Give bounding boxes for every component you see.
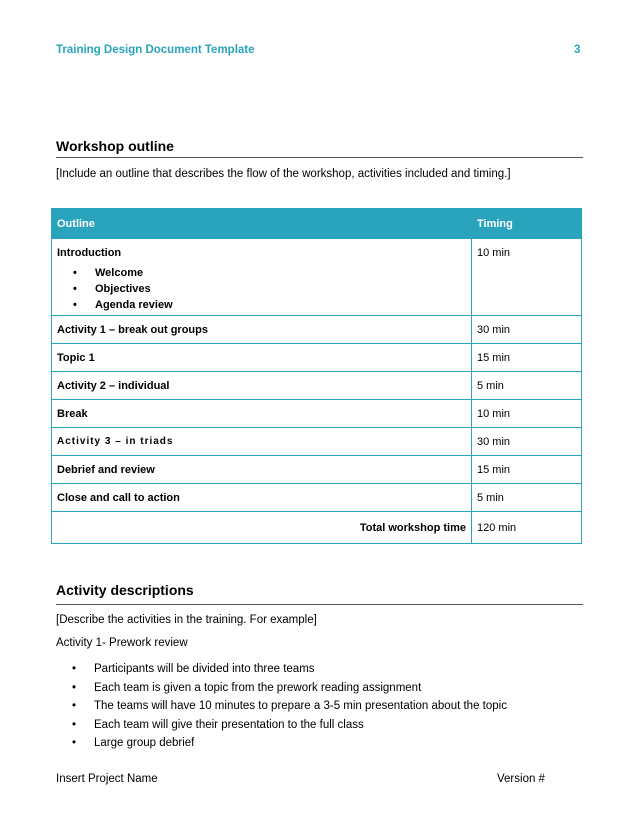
- activity-bullets: [56, 660, 507, 753]
- outline-cell: Close and call to action: [52, 484, 472, 512]
- header-title: Training Design Document Template: [56, 44, 255, 56]
- list-item: • Welcome: [95, 265, 466, 281]
- table-row: [52, 372, 582, 400]
- workshop-instruction: [Include an outline that describes the flow of the workshop, activities included and timing.]: [56, 168, 511, 180]
- outline-cell: Activity 2 – individual: [52, 372, 472, 400]
- total-timing: 120 min: [472, 512, 582, 544]
- activity-title: Activity 1- Prework review: [56, 637, 188, 649]
- footer-version: Version #: [497, 773, 545, 785]
- timing-cell: 10 min: [472, 400, 582, 428]
- timing-cell: 15 min: [472, 456, 582, 484]
- outline-cell: Activity 3 – in triads: [52, 428, 472, 456]
- timing-cell: 30 min: [472, 316, 582, 344]
- table-row: [52, 484, 582, 512]
- timing-column-header: Timing: [472, 209, 582, 239]
- outline-cell: Debrief and review: [52, 456, 472, 484]
- total-label: Total workshop time: [52, 512, 472, 544]
- table-row: [52, 400, 582, 428]
- list-item: • Large group debrief: [94, 734, 507, 753]
- total-row: [52, 512, 582, 544]
- workshop-outline-title: Workshop outline: [56, 138, 174, 154]
- introduction-bullets: [57, 265, 466, 313]
- footer-project-name: Insert Project Name: [56, 773, 158, 785]
- table-header-row: [52, 209, 582, 239]
- outline-cell: Break: [52, 400, 472, 428]
- table-row: [52, 456, 582, 484]
- outline-column-header: Outline: [52, 209, 472, 239]
- timing-cell: 5 min: [472, 372, 582, 400]
- section-divider: [56, 157, 583, 158]
- timing-cell: 15 min: [472, 344, 582, 372]
- section-divider: [56, 604, 583, 605]
- introduction-label: Introduction: [57, 247, 122, 259]
- list-item: • The teams will have 10 minutes to prepare a 3-5 min presentation about the topic: [94, 697, 507, 716]
- timing-cell: 5 min: [472, 484, 582, 512]
- list-item: • Agenda review: [95, 297, 466, 313]
- outline-cell: Activity 1 – break out groups: [52, 316, 472, 344]
- activities-instruction: [Describe the activities in the training. For example]: [56, 614, 317, 626]
- timing-cell: 30 min: [472, 428, 582, 456]
- list-item: • Each team will give their presentation to the full class: [94, 716, 507, 735]
- page-number: 3: [574, 44, 581, 56]
- outline-cell: [52, 239, 472, 316]
- table-row: [52, 428, 582, 456]
- list-item: • Participants will be divided into three teams: [94, 660, 507, 679]
- table-row: [52, 344, 582, 372]
- workshop-outline-table: [51, 208, 582, 544]
- activity-descriptions-title: Activity descriptions: [56, 582, 194, 598]
- list-item: • Objectives: [95, 281, 466, 297]
- list-item: • Each team is given a topic from the prework reading assignment: [94, 679, 507, 698]
- table-row: [52, 239, 582, 316]
- table-row: [52, 316, 582, 344]
- timing-cell: 10 min: [472, 239, 582, 316]
- outline-cell: Topic 1: [52, 344, 472, 372]
